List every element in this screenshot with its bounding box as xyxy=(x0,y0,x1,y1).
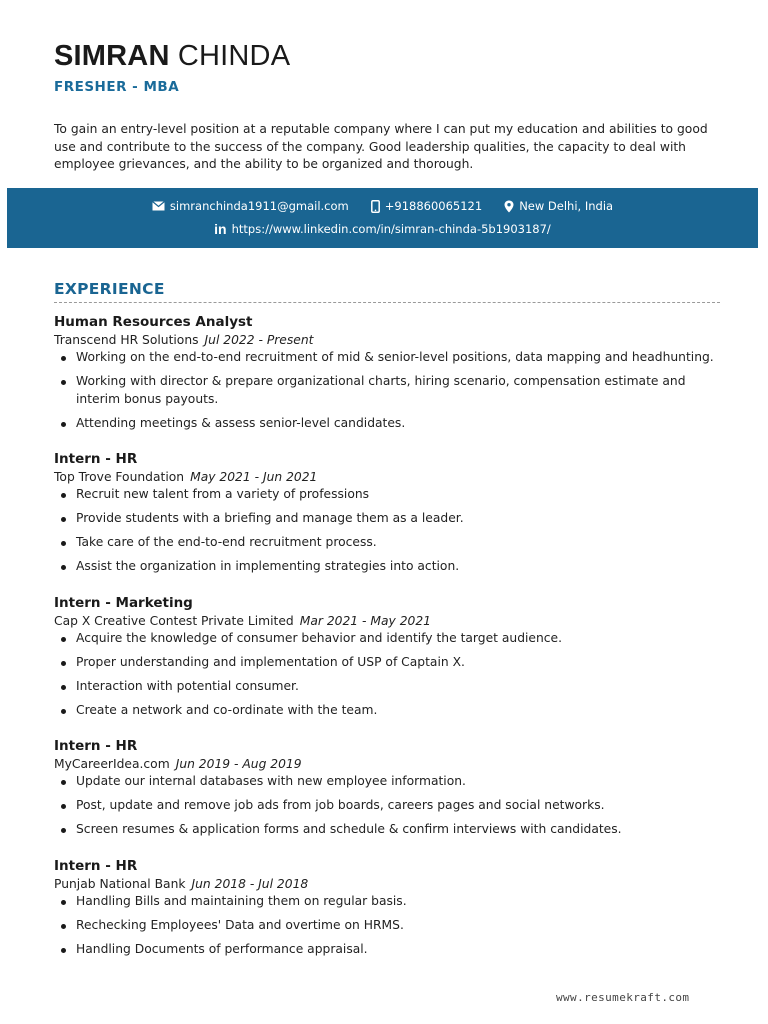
career-summary: To gain an entry-level position at a reputable company where I can put my education and abilities to good use and contribute to the success of the company. Good leadership qualities, the capacity to deal with employee grievances, and the ability to be organized and thorough. xyxy=(54,122,708,172)
job-responsibilities xyxy=(54,349,729,432)
responsibility-item: Recruit new talent from a variety of professions xyxy=(54,486,729,504)
section-divider xyxy=(54,302,720,303)
job-responsibilities xyxy=(54,773,729,839)
job-meta xyxy=(54,875,729,893)
candidate-subtitle: FRESHER - MBA xyxy=(54,79,180,95)
job-entry xyxy=(54,450,729,582)
job-dates: Jun 2018 - Jul 2018 xyxy=(191,877,309,891)
responsibility-item: Rechecking Employees' Data and overtime on HRMS. xyxy=(54,917,729,935)
map-pin-icon xyxy=(504,200,514,213)
contact-row-primary xyxy=(7,199,758,213)
responsibility-item: Handling Documents of performance appraisal. xyxy=(54,941,729,959)
responsibility-item: Working on the end-to-end recruitment of mid & senior-level positions, data mapping and headhunting. xyxy=(54,349,729,367)
job-dates: Jun 2019 - Aug 2019 xyxy=(175,757,302,771)
linkedin-icon: in xyxy=(214,221,227,237)
responsibility-item: Attending meetings & assess senior-level candidates. xyxy=(54,415,729,433)
job-title: Human Resources Analyst xyxy=(54,314,253,330)
envelope-icon xyxy=(152,201,165,211)
job-entry xyxy=(54,737,729,845)
job-entry xyxy=(54,313,729,439)
company-name: Punjab National Bank xyxy=(54,877,186,891)
job-title: Intern - HR xyxy=(54,738,138,754)
location-contact xyxy=(504,199,613,213)
linkedin-contact[interactable] xyxy=(214,221,551,237)
responsibility-item: Take care of the end-to-end recruitment process. xyxy=(54,534,729,552)
watermark[interactable]: www.resumekraft.com xyxy=(556,991,690,1004)
job-title: Intern - HR xyxy=(54,858,138,874)
responsibility-item: Proper understanding and implementation of USP of Captain X. xyxy=(54,654,729,672)
responsibility-item: Acquire the knowledge of consumer behavior and identify the target audience. xyxy=(54,630,729,648)
linkedin-url: https://www.linkedin.com/in/simran-chinda-5b1903187/ xyxy=(231,222,551,236)
job-meta xyxy=(54,468,729,486)
email-contact[interactable] xyxy=(152,199,349,213)
first-name: SIMRAN xyxy=(54,40,170,72)
job-dates: Jul 2022 - Present xyxy=(204,333,314,347)
job-title: Intern - Marketing xyxy=(54,595,193,611)
job-entry xyxy=(54,594,729,726)
last-name: CHINDA xyxy=(177,40,291,72)
job-meta xyxy=(54,612,729,630)
responsibility-item: Interaction with potential consumer. xyxy=(54,678,729,696)
phone-contact[interactable] xyxy=(371,199,482,213)
contact-row-secondary xyxy=(7,221,758,237)
phone-text: +918860065121 xyxy=(384,199,483,213)
responsibility-item: Post, update and remove job ads from job boards, careers pages and social networks. xyxy=(54,797,729,815)
company-name: Cap X Creative Contest Private Limited xyxy=(54,614,294,628)
candidate-name xyxy=(54,38,290,74)
responsibility-item: Handling Bills and maintaining them on regular basis. xyxy=(54,893,729,911)
company-name: MyCareerIdea.com xyxy=(54,757,170,771)
company-name: Transcend HR Solutions xyxy=(54,333,199,347)
job-title: Intern - HR xyxy=(54,451,138,467)
job-dates: May 2021 - Jun 2021 xyxy=(190,470,318,484)
mobile-phone-icon xyxy=(371,200,380,213)
experience-heading: EXPERIENCE xyxy=(54,280,165,298)
company-name: Top Trove Foundation xyxy=(54,470,185,484)
job-responsibilities xyxy=(54,630,729,720)
responsibility-item: Provide students with a briefing and manage them as a leader. xyxy=(54,510,729,528)
job-responsibilities xyxy=(54,486,729,576)
responsibility-item: Assist the organization in implementing strategies into action. xyxy=(54,558,729,576)
responsibility-item: Update our internal databases with new employee information. xyxy=(54,773,729,791)
job-meta xyxy=(54,755,729,773)
responsibility-item: Create a network and co-ordinate with the team. xyxy=(54,702,729,720)
email-text: simranchinda1911@gmail.com xyxy=(169,199,349,213)
job-meta xyxy=(54,331,729,349)
location-text: New Delhi, India xyxy=(519,199,614,213)
job-dates: Mar 2021 - May 2021 xyxy=(299,614,431,628)
contact-bar xyxy=(7,188,758,248)
responsibility-item: Working with director & prepare organizational charts, hiring scenario, compensation estimate and interim bonus payouts. xyxy=(54,373,729,408)
job-responsibilities xyxy=(54,893,729,959)
job-entry xyxy=(54,857,729,965)
responsibility-item: Screen resumes & application forms and schedule & confirm interviews with candidates. xyxy=(54,821,729,839)
